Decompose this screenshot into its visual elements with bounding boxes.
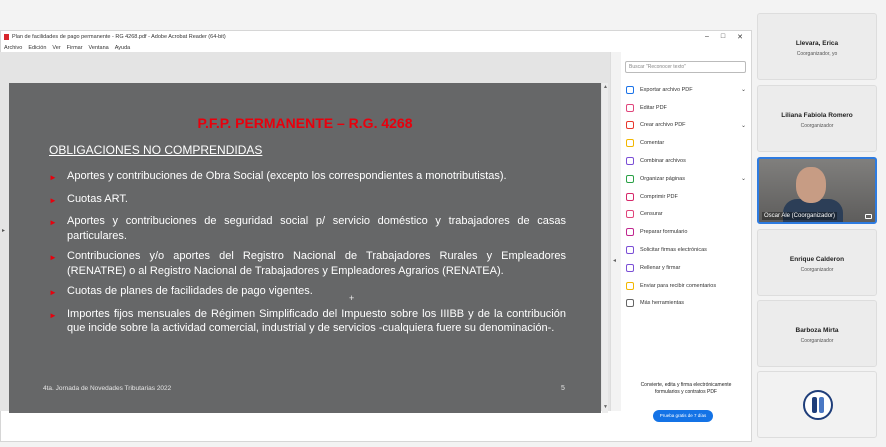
participant-name: Enrique Calderon xyxy=(789,256,845,263)
menu-ayuda[interactable]: Ayuda xyxy=(114,44,131,51)
tool-label: Comentar xyxy=(640,140,665,147)
participant-role: Coorganizador xyxy=(800,338,834,344)
tool-icon xyxy=(626,264,634,272)
menu-ventana[interactable]: Ventana xyxy=(88,44,109,51)
bullet-arrow-icon: ► xyxy=(49,288,57,297)
window-titlebar xyxy=(1,31,751,43)
tool-item[interactable] xyxy=(626,134,746,152)
window-title: Plan de facilidades de pago permanente - RG 4268.pdf - Adobe Acrobat Reader (64-bit) xyxy=(12,34,226,40)
organization-logo-icon xyxy=(802,389,834,421)
tool-item[interactable] xyxy=(626,99,746,117)
tool-item[interactable] xyxy=(626,223,746,241)
tool-icon xyxy=(626,175,634,183)
promo-line-2: formularios y contratos PDF xyxy=(655,389,717,395)
tools-list xyxy=(626,81,746,312)
bullet-text: Contribuciones y/o aportes del Registro Nacional de Trabajadores Rurales y Empleadores (RENATRE) o al Registro Nacional de Trabajadores y Empleadores Agrarios (RENATEA). xyxy=(67,250,566,277)
close-window-button[interactable]: ✕ xyxy=(737,34,743,41)
document-viewport[interactable] xyxy=(0,52,610,411)
chevron-down-icon[interactable]: ⌄ xyxy=(740,122,746,129)
bullet-text: Cuotas ART. xyxy=(67,192,128,205)
participant-video-name: Oscar Ale (Coorganizador) xyxy=(764,213,836,219)
tool-icon xyxy=(626,121,634,129)
tool-item[interactable] xyxy=(626,295,746,313)
tool-label: Comprimir PDF xyxy=(640,193,678,200)
list-item xyxy=(49,284,566,301)
participant-role: Coorganizador, yo xyxy=(796,51,838,57)
participant-name: Liliana Fabiola Romero xyxy=(781,112,853,119)
tool-label: Organizar páginas xyxy=(640,175,685,182)
bullet-arrow-icon: ► xyxy=(49,173,57,182)
camera-icon xyxy=(865,214,872,219)
tools-search-input[interactable]: Buscar "Reconocer texto" xyxy=(625,61,746,73)
tool-label: Solicitar firmas electrónicas xyxy=(640,247,707,254)
tool-icon xyxy=(626,86,634,94)
tool-item[interactable] xyxy=(626,241,746,259)
participant-role: Coorganizador xyxy=(800,123,834,129)
bullet-arrow-icon: ► xyxy=(49,310,57,320)
tools-pane xyxy=(621,52,751,418)
participant-tile[interactable] xyxy=(757,13,877,80)
promo-line-1: Convierte, edita y firma electrónicamente xyxy=(640,382,732,388)
scroll-up-icon[interactable]: ▲ xyxy=(603,84,608,90)
tool-icon xyxy=(626,139,634,147)
menu-edicion[interactable]: Edición xyxy=(28,44,47,51)
tool-icon xyxy=(626,157,634,165)
chevron-down-icon[interactable]: ⌄ xyxy=(740,176,746,183)
slide-bullet-list xyxy=(49,169,566,342)
participant-name: Llevara, Erica xyxy=(795,40,839,47)
scroll-down-icon[interactable]: ▼ xyxy=(603,404,608,410)
tool-item[interactable] xyxy=(626,277,746,295)
participant-tile[interactable] xyxy=(757,85,877,152)
tool-label: Rellenar y firmar xyxy=(640,264,681,271)
tool-label: Censurar xyxy=(640,211,663,218)
bullet-text: Importes fijos mensuales de Régimen Simplificado del Impuesto sobre los IIIBB y de la contribución que incide sobre la actividad comercial, industrial y de servicios -cualquiera fuere su denominación-. xyxy=(67,307,566,334)
participant-tile[interactable] xyxy=(757,229,877,296)
bullet-arrow-icon: ► xyxy=(49,253,57,262)
slide-title: P.F.P. PERMANENTE – R.G. 4268 xyxy=(197,115,413,131)
tool-item[interactable] xyxy=(626,188,746,206)
tool-item[interactable] xyxy=(626,206,746,224)
tool-icon xyxy=(626,193,634,201)
menu-bar xyxy=(1,43,751,52)
tool-label: Crear archivo PDF xyxy=(640,122,686,129)
tool-item[interactable] xyxy=(626,170,746,188)
tool-label: Preparar formulario xyxy=(640,229,688,236)
menu-archivo[interactable]: Archivo xyxy=(4,44,23,51)
menu-firmar[interactable]: Firmar xyxy=(66,44,83,51)
bullet-text: Aportes y contribuciones de seguridad social p/ servicio doméstico y trabajadores de casas particulares. xyxy=(67,215,566,242)
chevron-down-icon[interactable]: ⌄ xyxy=(740,87,746,94)
pdf-app-icon xyxy=(4,34,9,40)
menu-ver[interactable]: Ver xyxy=(52,44,61,51)
list-item xyxy=(49,307,566,336)
tool-label: Exportar archivo PDF xyxy=(640,86,693,93)
bullet-text: Cuotas de planes de facilidades de pago vigentes. xyxy=(67,285,313,297)
pane-divider[interactable] xyxy=(610,52,621,411)
collapse-pane-icon[interactable]: ◂ xyxy=(613,258,617,264)
slide-page xyxy=(9,83,601,413)
slide-page-number: 5 xyxy=(561,385,565,392)
tool-label: Combinar archivos xyxy=(640,158,686,165)
bullet-arrow-icon: ► xyxy=(49,218,57,227)
tool-label: Más herramientas xyxy=(640,300,685,307)
maximize-button[interactable]: □ xyxy=(720,33,726,40)
participant-video-tile[interactable] xyxy=(757,157,877,224)
tool-item[interactable] xyxy=(626,259,746,277)
tool-icon xyxy=(626,210,634,218)
tool-label: Enviar para recibir comentarios xyxy=(640,282,717,289)
tool-icon xyxy=(626,246,634,254)
tool-item[interactable] xyxy=(626,81,746,99)
participant-tile[interactable] xyxy=(757,300,877,367)
tool-icon xyxy=(626,299,634,307)
tool-label: Editar PDF xyxy=(640,104,667,111)
slide-footer: 4ta. Jornada de Novedades Tributarias 2022 xyxy=(43,385,172,392)
participant-role: Coorganizador xyxy=(800,267,834,273)
bullet-text: Aportes y contribuciones de Obra Social (excepto los correspondientes a monotributistas). xyxy=(67,170,507,182)
tool-icon xyxy=(626,228,634,236)
tool-icon xyxy=(626,104,634,112)
vertical-scrollbar[interactable] xyxy=(602,83,608,413)
bullet-arrow-icon: ► xyxy=(49,195,57,205)
free-trial-button[interactable]: Prueba gratis de 7 días xyxy=(653,410,713,422)
minimize-button[interactable]: – xyxy=(704,33,709,40)
slide-subtitle: OBLIGACIONES NO COMPRENDIDAS xyxy=(49,143,263,157)
list-item xyxy=(49,249,566,278)
person-face xyxy=(796,167,826,203)
collapse-left-icon[interactable]: ▸ xyxy=(2,228,6,234)
tool-item[interactable] xyxy=(626,117,746,135)
mouse-cursor-icon: + xyxy=(349,293,355,303)
tool-icon xyxy=(626,282,634,290)
participant-name: Barboza Mirta xyxy=(795,327,839,334)
promo-text xyxy=(621,382,751,396)
list-item xyxy=(49,214,566,243)
organization-logo-tile xyxy=(757,371,877,438)
tool-item[interactable] xyxy=(626,152,746,170)
list-item xyxy=(49,169,566,186)
list-item xyxy=(49,192,566,209)
